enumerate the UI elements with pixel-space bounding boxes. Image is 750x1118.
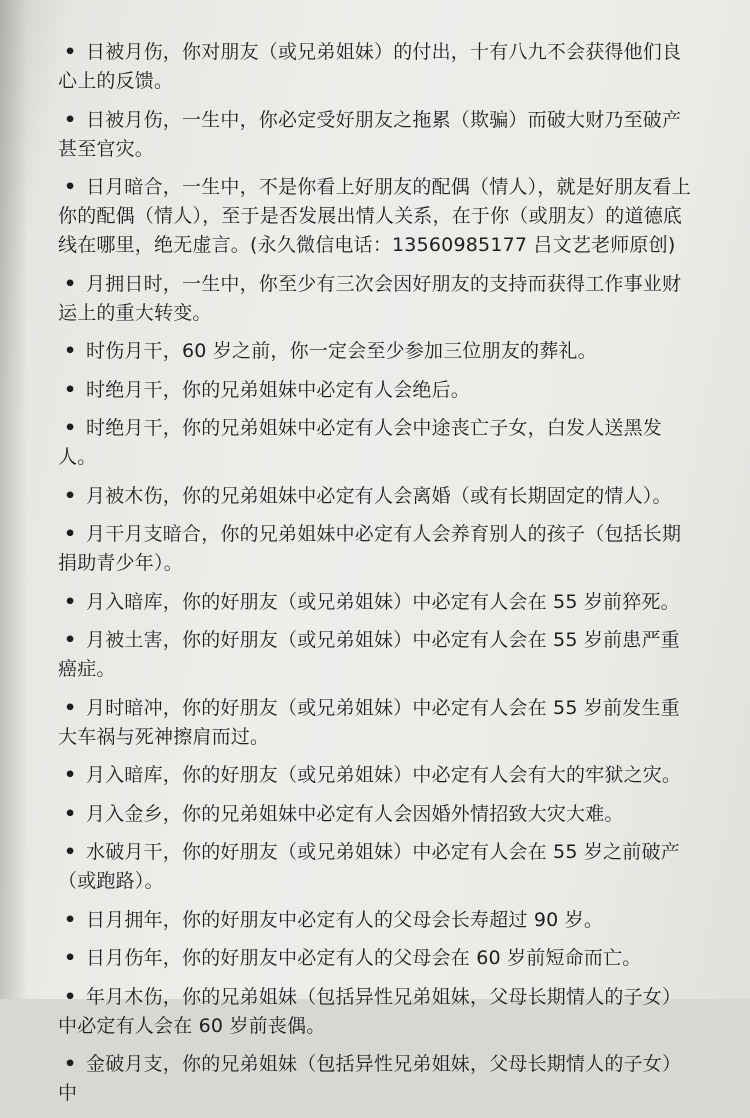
paragraph-text: 时绝月干，你的兄弟姐妹中必定有人会中途丧亡子女，白发人送黑发人。 [58, 417, 663, 468]
bullet-point: • [64, 523, 77, 545]
faint-watermark [200, 938, 580, 960]
paragraph [58, 588, 698, 617]
bullet-point: • [64, 108, 77, 131]
bullet-point: • [64, 985, 77, 1008]
paragraph-text: 月被木伤，你的兄弟姐妹中必定有人会离婚（或有长期固定的情人）。 [86, 484, 672, 507]
paragraph [58, 106, 698, 164]
bullet-point: • [64, 1053, 77, 1075]
paragraph-text: 时绝月干，你的兄弟姐妹中必定有人会绝后。 [86, 378, 471, 401]
bullet-point: • [64, 947, 77, 969]
paragraph-text: 日被月伤，你对朋友（或兄弟姐妹）的付出，十有八九不会获得他们良心上的反馈。 [58, 41, 682, 92]
bullet-point: • [64, 484, 77, 507]
paragraph [58, 838, 698, 896]
paragraph [58, 270, 698, 328]
paragraph-text: 月入金乡，你的兄弟姐妹中必定有人会因婚外情招致大灾大难。 [86, 802, 624, 825]
paragraph-text: 月时暗冲，你的好朋友（或兄弟姐妹）中必定有人会在 55 岁前发生重大车祸与死神擦肩而过。 [58, 696, 680, 748]
paragraph [58, 1050, 698, 1108]
bullet-point: • [64, 340, 77, 362]
bullet-point: • [64, 696, 77, 719]
paragraph [58, 800, 698, 829]
paragraph [58, 626, 698, 684]
bullet-point: • [64, 764, 77, 786]
bullet-point: • [64, 378, 77, 401]
paragraph-text: 月被土害，你的好朋友（或兄弟姐妹）中必定有人会在 55 岁前患严重癌症。 [58, 629, 680, 680]
paragraph [58, 482, 698, 511]
bullet-point: • [64, 908, 77, 931]
paragraph-text: 月入暗库，你的好朋友（或兄弟姐妹）中必定有人会有大的牢狱之灾。 [86, 764, 682, 786]
bullet-point: • [64, 841, 77, 863]
paragraph [58, 376, 698, 405]
paragraph [58, 761, 698, 790]
bullet-point: • [64, 590, 77, 613]
bullet-point: • [64, 41, 77, 63]
paragraph-text: 月干月支暗合，你的兄弟姐妹中必定有人会养育别人的孩子（包括长期捐助青少年）。 [58, 523, 682, 574]
bullet-point: • [64, 176, 77, 198]
paragraph [58, 694, 698, 752]
paragraph-text: 日月暗合，一生中，不是你看上好朋友的配偶（情人），就是好朋友看上你的配偶（情人），至于是否发展出情人关系，在于你（或朋友）的道德底线在哪里，绝无虚言。(永久微信电话：13560985177 吕文艺老师原创) [58, 176, 691, 256]
paragraph [58, 906, 698, 935]
paragraph [58, 983, 698, 1041]
paragraph-text: 年月木伤，你的兄弟姐妹（包括异性兄弟姐妹，父母长期情人的子女）中必定有人会在 60 岁前丧偶。 [58, 985, 682, 1037]
bullet-point: • [64, 417, 77, 439]
paragraph [58, 520, 698, 578]
paragraph-text: 月拥日时，一生中，你至少有三次会因好朋友的支持而获得工作事业财运上的重大转变。 [58, 272, 682, 324]
paragraph-text: 金破月支，你的兄弟姐妹（包括异性兄弟姐妹，父母长期情人的子女）中 [58, 1053, 682, 1104]
paragraph [58, 38, 698, 96]
paragraph-text: 水破月干，你的好朋友（或兄弟姐妹）中必定有人会在 55 岁之前破产（或跑路）。 [58, 841, 680, 892]
paragraph [58, 173, 698, 260]
bullet-point: • [64, 272, 77, 295]
paragraph-text: 月入暗库，你的好朋友（或兄弟姐妹）中必定有人会在 55 岁前猝死。 [86, 590, 680, 613]
bullet-point: • [64, 629, 77, 651]
paragraph-text: 日月伤年，你的好朋友中必定有人的父母会在 60 岁前短命而亡。 [86, 947, 642, 969]
paragraph [58, 414, 698, 472]
page-shadow [0, 0, 28, 999]
paragraph-text: 日被月伤，一生中，你必定受好朋友之拖累（欺骗）而破大财乃至破产甚至官灾。 [58, 108, 682, 160]
paragraph [58, 337, 698, 366]
paragraph-text: 日月拥年，你的好朋友中必定有人的父母会长寿超过 90 岁。 [86, 908, 604, 931]
paragraph-text: 时伤月干，60 岁之前，你一定会至少参加三位朋友的葬礼。 [86, 340, 597, 362]
bullet-point: • [64, 802, 77, 825]
